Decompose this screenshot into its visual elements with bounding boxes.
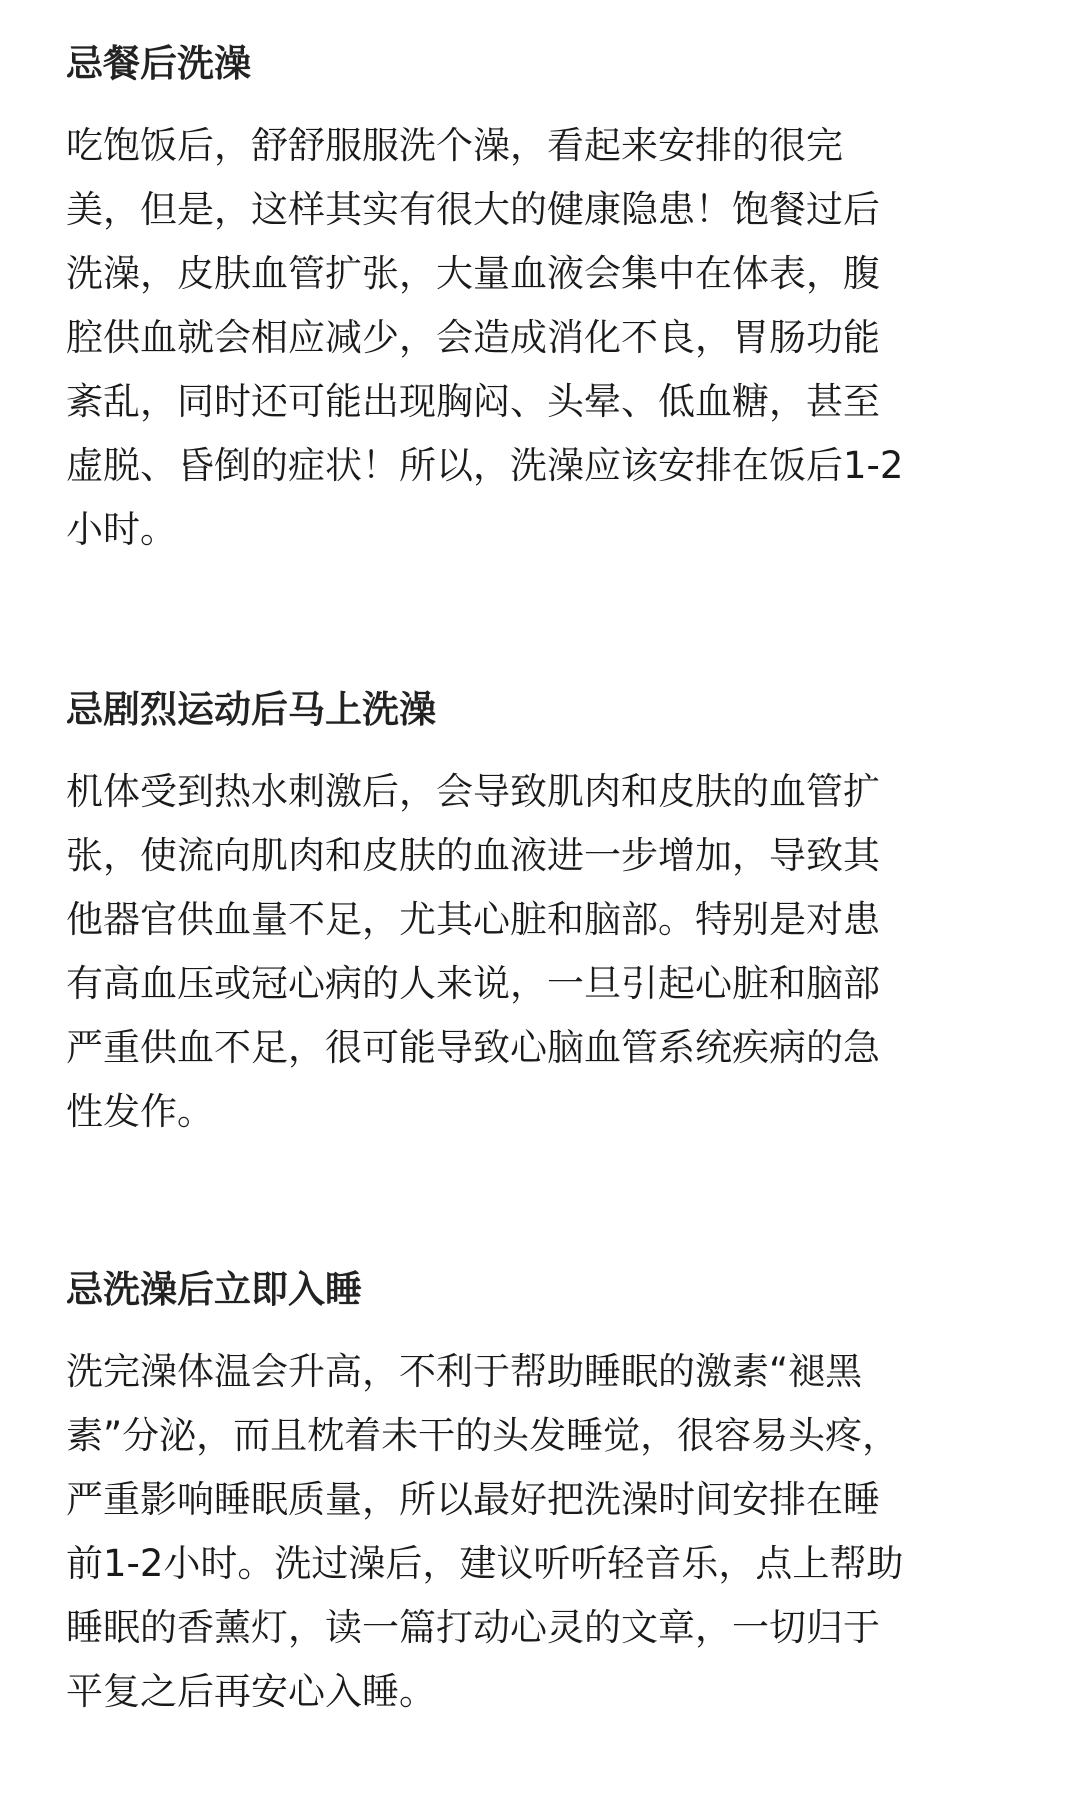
section-title-after-meal: 忌餐后洗澡: [66, 42, 251, 85]
section-body-after-exercise: [66, 760, 880, 1144]
body-line: 前1-2小时。洗过澡后，建议听听轻音乐，点上帮助: [66, 1542, 904, 1585]
body-line: 美，但是，这样其实有很大的健康隐患！饱餐过后: [66, 188, 880, 231]
section-body-after-meal: [66, 114, 903, 562]
body-line: 他器官供血量不足，尤其心脏和脑部。特别是对患: [66, 898, 880, 941]
body-line: 洗澡，皮肤血管扩张，大量血液会集中在体表，腹: [66, 252, 880, 295]
section-body-before-sleep: [66, 1340, 903, 1724]
body-line: 张，使流向肌肉和皮肤的血液进一步增加，导致其: [66, 834, 880, 877]
section-title-before-sleep: 忌洗澡后立即入睡: [66, 1268, 362, 1311]
body-line: 严重供血不足，很可能导致心脑血管系统疾病的急: [66, 1026, 880, 1069]
body-line: 紊乱，同时还可能出现胸闷、头晕、低血糖，甚至: [66, 380, 880, 423]
body-line: 严重影响睡眠质量，所以最好把洗澡时间安排在睡: [66, 1478, 880, 1521]
body-line: 性发作。: [66, 1090, 214, 1133]
body-line: 虚脱、昏倒的症状！所以，洗澡应该安排在饭后1-2: [66, 444, 904, 487]
section-title-after-exercise: 忌剧烈运动后马上洗澡: [66, 688, 436, 731]
body-line: 小时。: [66, 508, 177, 551]
body-line: 洗完澡体温会升高，不利于帮助睡眠的激素“褪黑: [66, 1350, 863, 1393]
body-line: 素”分泌，而且枕着未干的头发睡觉，很容易头疼，: [66, 1414, 900, 1457]
body-line: 睡眠的香薰灯，读一篇打动心灵的文章，一切归于: [66, 1606, 880, 1649]
body-line: 有高血压或冠心病的人来说，一旦引起心脏和脑部: [66, 962, 880, 1005]
body-line: 腔供血就会相应减少，会造成消化不良，胃肠功能: [66, 316, 880, 359]
body-line: 平复之后再安心入睡。: [66, 1670, 436, 1713]
body-line: 吃饱饭后，舒舒服服洗个澡，看起来安排的很完: [66, 124, 843, 167]
body-line: 机体受到热水刺激后，会导致肌肉和皮肤的血管扩: [66, 770, 880, 813]
